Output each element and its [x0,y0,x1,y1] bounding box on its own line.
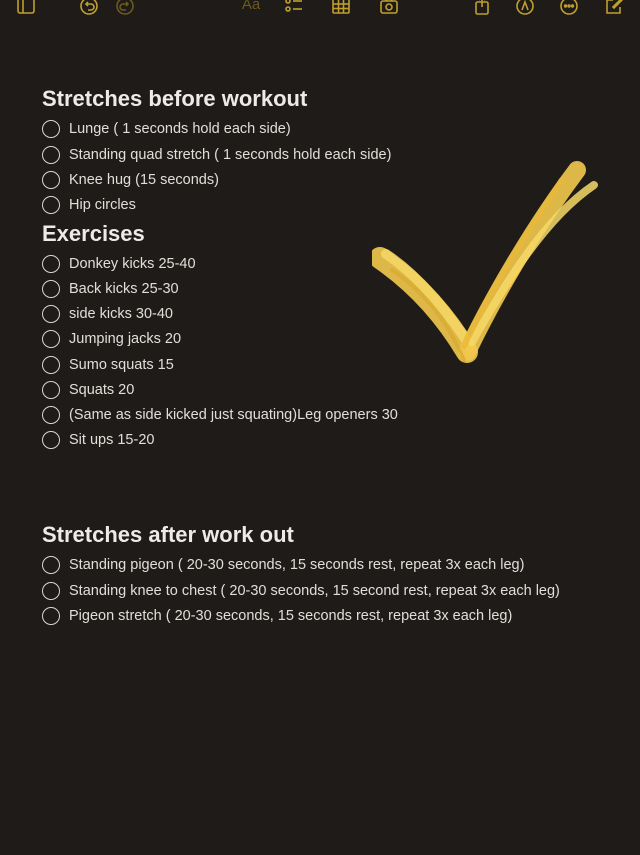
checklist-item[interactable] [42,119,291,139]
toolbar [0,0,640,16]
checkbox-circle-icon[interactable] [42,607,60,625]
checklist-item[interactable] [42,430,154,450]
checklist-item[interactable] [42,555,524,575]
hand-drawn-checkmark-icon [372,160,602,375]
checkbox-circle-icon[interactable] [42,582,60,600]
undo-icon[interactable] [79,0,101,16]
checkbox-circle-icon[interactable] [42,305,60,323]
checklist-item-text: Back kicks 25-30 [69,281,179,297]
checkbox-circle-icon[interactable] [42,255,60,273]
checkbox-circle-icon[interactable] [42,330,60,348]
checklist-item[interactable] [42,304,173,324]
compose-icon[interactable] [604,0,626,16]
more-icon[interactable] [559,0,581,16]
markup-icon[interactable] [515,0,537,16]
checklist-item[interactable] [42,195,136,215]
checklist-item[interactable] [42,329,181,349]
checkbox-circle-icon[interactable] [42,556,60,574]
checklist-item[interactable] [42,355,174,375]
checkbox-circle-icon[interactable] [42,406,60,424]
checkbox-circle-icon[interactable] [42,280,60,298]
checklist-item-text: (Same as side kicked just squating)Leg openers 30 [69,407,398,423]
redo-icon[interactable] [115,0,137,16]
format-icon[interactable]: Aa [241,0,261,13]
sidebar-icon[interactable] [16,0,38,16]
checklist-item[interactable] [42,581,560,601]
checkbox-circle-icon[interactable] [42,196,60,214]
checklist-item[interactable] [42,279,179,299]
share-icon[interactable] [472,0,494,16]
camera-icon[interactable] [379,0,401,16]
checklist-item[interactable] [42,380,134,400]
checklist-item-text: Pigeon stretch ( 20-30 seconds, 15 seconds rest, repeat 3x each leg) [69,608,513,624]
checkbox-circle-icon[interactable] [42,381,60,399]
checklist-item-text: Sit ups 15-20 [69,432,155,448]
section-title-exercises: Exercises [42,221,145,246]
checklist-item-text: Sumo squats 15 [69,357,174,373]
checklist-item-text: side kicks 30-40 [69,306,173,322]
checklist-icon[interactable] [284,0,306,16]
checklist-item-text: Standing knee to chest ( 20-30 seconds, 15 second rest, repeat 3x each leg) [69,583,560,599]
checkbox-circle-icon[interactable] [42,120,60,138]
checkbox-circle-icon[interactable] [42,171,60,189]
checklist-item-text: Squats 20 [69,382,135,398]
checklist-item[interactable] [42,606,512,626]
section-title-stretches-after: Stretches after work out [42,522,294,547]
checklist-item-text: Standing quad stretch ( 1 seconds hold each side) [69,147,392,163]
checklist-item[interactable] [42,405,398,425]
checklist-item-text: Hip circles [69,197,136,213]
checklist-item-text: Standing pigeon ( 20-30 seconds, 15 seconds rest, repeat 3x each leg) [69,557,525,573]
table-icon[interactable] [331,0,353,16]
checkbox-circle-icon[interactable] [42,431,60,449]
checklist-item[interactable] [42,145,391,165]
checklist-item-text: Donkey kicks 25-40 [69,256,196,272]
checklist-item-text: Jumping jacks 20 [69,331,182,347]
checkbox-circle-icon[interactable] [42,146,60,164]
checkbox-circle-icon[interactable] [42,356,60,374]
checklist-item[interactable] [42,254,196,274]
checklist-item-text: Lunge ( 1 seconds hold each side) [69,121,291,137]
checklist-item[interactable] [42,170,219,190]
checklist-item-text: Knee hug (15 seconds) [69,172,219,188]
section-title-stretches-before: Stretches before workout [42,86,308,111]
